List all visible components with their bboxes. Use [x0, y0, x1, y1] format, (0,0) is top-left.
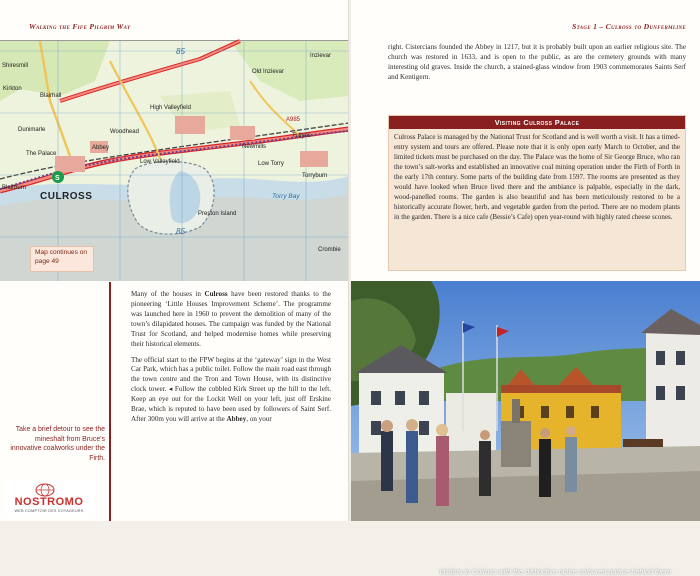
map-label-dunimarle: Dunimarle: [18, 127, 46, 133]
logo-subtitle: WEB COMPTOIR DES VOYAGEURS: [14, 509, 84, 513]
paragraph-bold: Culross: [204, 290, 228, 298]
photo-graphic: [351, 281, 700, 521]
map-label-shiresmill: Shiresmill: [2, 63, 29, 69]
map-label-high-valleyfield: High Valleyfield: [150, 105, 191, 111]
map-label-low-valleyfield: Low Valleyfield: [140, 159, 180, 165]
map-road-number: A985: [286, 117, 301, 123]
nostromo-logo: [4, 480, 94, 518]
paragraph-official-start: [131, 356, 331, 425]
map-label-abbey: Abbey: [92, 145, 110, 151]
map-label-crombie: Crombie: [318, 247, 341, 253]
map-label-torryburn: Torryburn: [302, 173, 328, 179]
logo-name: NOSTROMO: [14, 496, 84, 508]
svg-text:S: S: [55, 175, 60, 182]
info-box-culross-palace: [388, 115, 686, 271]
map-label-torry-bay: Torry Bay: [272, 193, 300, 200]
ordnance-map: [0, 40, 349, 280]
culross-photo: [351, 281, 700, 576]
info-box-title: Visiting Culross Palace: [389, 116, 685, 129]
left-page: [0, 0, 349, 521]
margin-note: Take a brief detour to see the mineshalt from Bruce’s innovative coalworks under the Firth.: [10, 426, 105, 462]
paragraph-text: Many of the houses in: [131, 290, 205, 298]
map-label-blairhall: Blairhall: [40, 93, 62, 99]
paragraph-little-houses: [131, 290, 331, 350]
paragraph-text: have been restored thanks to the pioneering ‘Little Houses Improvement Scheme’. The programme was launched here in 1960 to prevent the demolition of many of the town’s dilapidated houses. The campaign was funded by the National Trust for Scotland, and helped modernise homes while preserving their historical elements.: [131, 290, 331, 348]
map-grid-number-bottom: 85: [176, 227, 185, 236]
paragraph-text: The official start to the FPW begins at the ‘gateway’ sign in the West Car Park, which has a public toilet. Follow the main road east through the town centre and the Tron and Town House, with its distinctive clock tower. ◂ Follow the cobbled Kirk Street up the hill to the left. Keep an eye out for the Lockit Well on your left, just off Erskine Brae, which is reputed to have been used by followers of Saint Serf. After 300m you will arrive at the: [131, 355, 331, 424]
paragraph-bold: Abbey: [226, 415, 247, 424]
photo-caption: Visitors in Culross with the distinctive ochre coloured palace behind them: [439, 567, 671, 576]
map-grid-number-top: 85: [176, 47, 185, 56]
margin-rule: [109, 282, 111, 521]
running-head-right: Stage 1 – Culross to Dunfermline: [572, 22, 686, 31]
right-page: [351, 0, 700, 576]
map-label-inzievar: Inzievar: [310, 53, 332, 59]
paragraph-text: , on your: [246, 415, 272, 424]
abbey-paragraph: right. Cistercians founded the Abbey in 1217, but it is probably built upon an earlier religious site. The church was restored in 1633, and is open to the public, as are the cemetery grounds with many interesting old graves. Inside the church, a stained-glass window from 1903 commemorates Saints Serf and Kentigern.: [388, 43, 686, 82]
map-label-culross: CULROSS: [40, 191, 93, 202]
globe-icon: [35, 483, 55, 497]
left-body-text: [131, 290, 331, 431]
map-label-newmills: Newmills: [242, 144, 266, 150]
running-head-left: Walking the Fife Pilgrim Way: [29, 22, 131, 31]
map-label-preston-island: Preston Island: [198, 211, 237, 217]
map-label-old-inzievar: Old Inzievar: [252, 69, 285, 75]
map-label-tullyes: Tullyes: [292, 133, 311, 139]
map-continues-note: Map continues on page 49: [30, 246, 94, 272]
map-label-kirkton: Kirkton: [3, 86, 22, 92]
map-label-woodhead: Woodhead: [110, 129, 139, 135]
map-label-blairburn: Blairburn: [2, 185, 27, 191]
map-label-low-torry: Low Torry: [258, 161, 284, 167]
map-label-the-palace: The Palace: [26, 151, 57, 157]
info-box-text: Culross Palace is managed by the National Trust for Scotland and is well worth a visit. It has a timed-entry system and tours are offered. Please note that it is only open early March to October, and the limited tickets must be purchased on the day. The Palace was the home of Sir George Bruce, who ran the town’s salt-works and established an innovative coal mining operation under the Firth of Forth in the early 17th century. Some parts of the building date from 1597. The rooms are presented as they would have looked when Bruce lived there and the ambiance is palpable, especially in the dark, wood-panelled rooms. The garden is also beautiful and has been meticulously restored to be a historically accurate flower, herb, and vegetable garden from the period. There are no modern plants in the garden. There is a nice cafe (Bessie’s Cafe) open year-round with highly rated cheese scones.: [394, 133, 680, 221]
